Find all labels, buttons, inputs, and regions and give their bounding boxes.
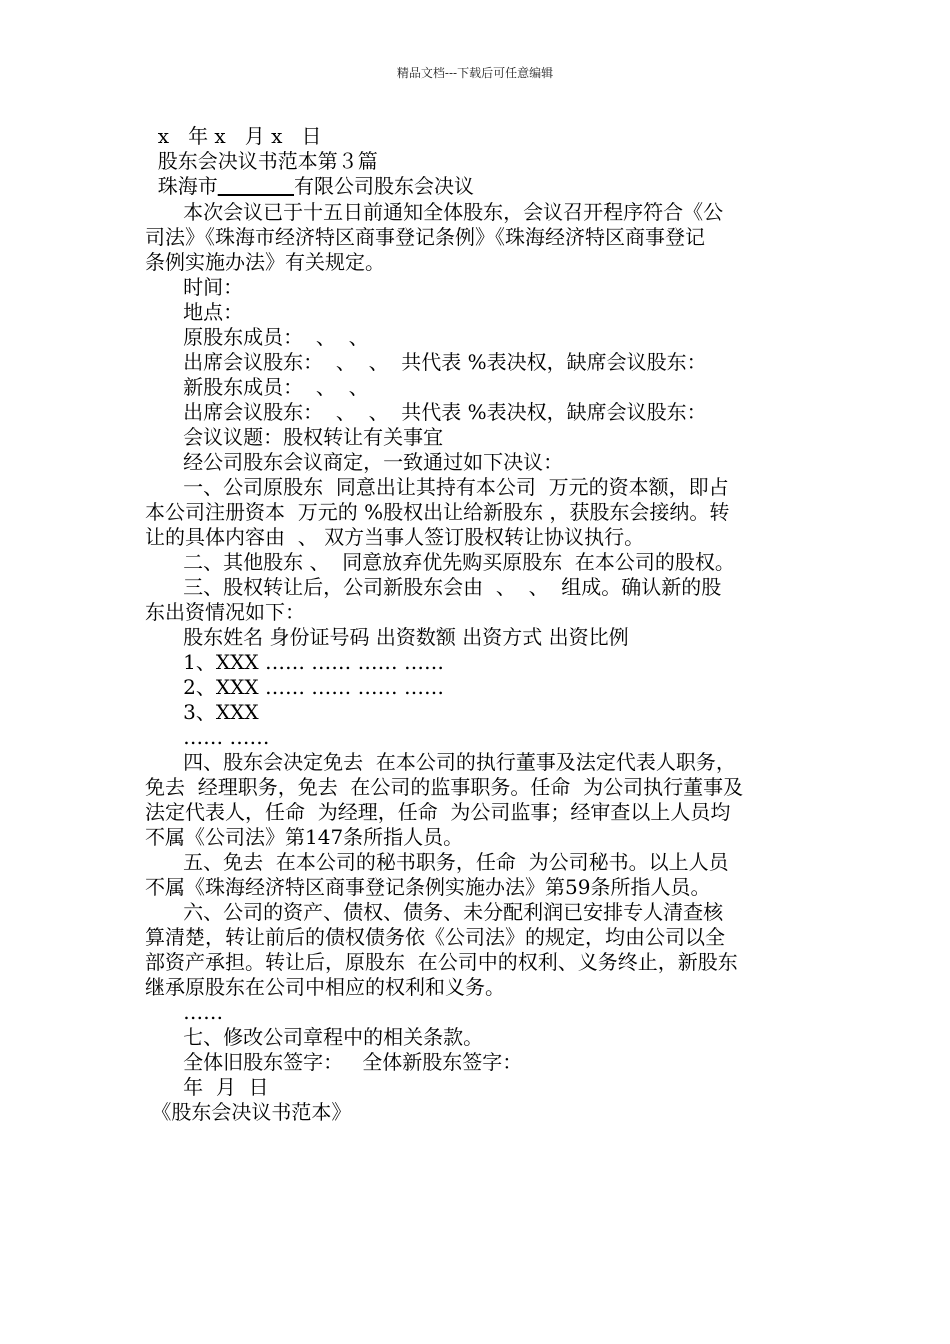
title-suffix: 有限公司股东会决议 <box>294 174 475 198</box>
paragraph-line: 法定代表人，任命 为经理，任命 为公司监事；经审查以上人员均 <box>145 800 731 824</box>
title-prefix: 珠海市 <box>145 174 218 198</box>
paragraph-line: 本次会议已于十五日前通知全体股东，会议召开程序符合《公 <box>145 200 724 224</box>
paragraph-line: 五、免去 在本公司的秘书职务，任命 为公司秘书。以上人员 <box>145 850 729 874</box>
paragraph-line: 二、其他股东 、 同意放弃优先购买原股东 在本公司的股权。 <box>145 550 735 574</box>
paragraph-line: 出席会议股东： 、 、 共代表 %表决权，缺席会议股东： <box>145 350 707 374</box>
paragraph-line: 一、公司原股东 同意出让其持有本公司 万元的资本额，即占 <box>145 475 729 499</box>
paragraph-line: 经公司股东会议商定，一致通过如下决议： <box>145 450 564 474</box>
paragraph-line: 七、修改公司章程中的相关条款。 <box>145 1025 484 1049</box>
paragraph-line: 地点： <box>145 300 244 324</box>
paragraph-line: 不属《公司法》第147条所指人员。 <box>145 825 464 849</box>
paragraph-line: 时间： <box>145 275 244 299</box>
company-name-blank <box>218 174 294 198</box>
signature-line: 全体旧股东签字： 全体新股东签字： <box>145 1050 523 1074</box>
paragraph-line: 会议议题：股权转让有关事宜 <box>145 425 444 449</box>
paragraph-line: 司法》《珠海市经济特区商事登记条例》《珠海经济特区商事登记 <box>145 225 705 249</box>
paragraph-line: 新股东成员： 、 、 <box>145 375 369 399</box>
paragraph-line: 三、股权转让后，公司新股东会由 、 、 组成。确认新的股 <box>145 575 722 599</box>
paragraph-line: 部资产承担。转让后，原股东 在公司中的权利、义务终止，新股东 <box>145 950 738 974</box>
signature-date-line: 年 月 日 <box>145 1075 269 1099</box>
table-header-line: 股东姓名 身份证号码 出资数额 出资方式 出资比例 <box>145 625 629 649</box>
paragraph-line: 不属《珠海经济特区商事登记条例实施办法》第59条所指人员。 <box>145 875 711 899</box>
paragraph-line: 东出资情况如下： <box>145 600 305 624</box>
paragraph-line: 算清楚，转让前后的债权债务依《公司法》的规定，均由公司以全 <box>145 925 725 949</box>
paragraph-line: 让的具体内容由 、 双方当事人签订股权转让协议执行。 <box>145 525 645 549</box>
table-row: 2、XXX …… …… …… …… <box>145 675 445 699</box>
paragraph-line: 免去 经理职务，免去 在公司的监事职务。任命 为公司执行董事及 <box>145 775 744 799</box>
date-line: x 年 x 月 x 日 <box>145 124 322 148</box>
paragraph-line: 出席会议股东： 、 、 共代表 %表决权，缺席会议股东： <box>145 400 707 424</box>
section-title: 股东会决议书范本第３篇 <box>145 149 378 173</box>
paragraph-line: 本公司注册资本 万元的 %股权出让给新股东 ，获股东会接纳。转 <box>145 500 730 524</box>
paragraph-line: 六、公司的资产、债权、债务、未分配利润已安排专人清查核 <box>145 900 724 924</box>
paragraph-line: 条例实施办法》有关规定。 <box>145 250 385 274</box>
paragraph-line: 四、股东会决定免去 在本公司的执行董事及法定代表人职务， <box>145 750 736 774</box>
paragraph-line: 原股东成员： 、 、 <box>145 325 369 349</box>
table-row: 3、XXX <box>145 700 259 724</box>
table-row: 1、XXX …… …… …… …… <box>145 650 445 674</box>
document-footer-title: 《股东会决议书范本》 <box>145 1100 352 1124</box>
resolution-title <box>145 174 815 198</box>
table-row: …… …… <box>145 725 270 749</box>
page-header: 精品文档---下载后可任意编辑 <box>396 66 554 80</box>
ellipsis-line: …… <box>145 1000 224 1024</box>
paragraph-line: 继承原股东在公司中相应的权利和义务。 <box>145 975 505 999</box>
